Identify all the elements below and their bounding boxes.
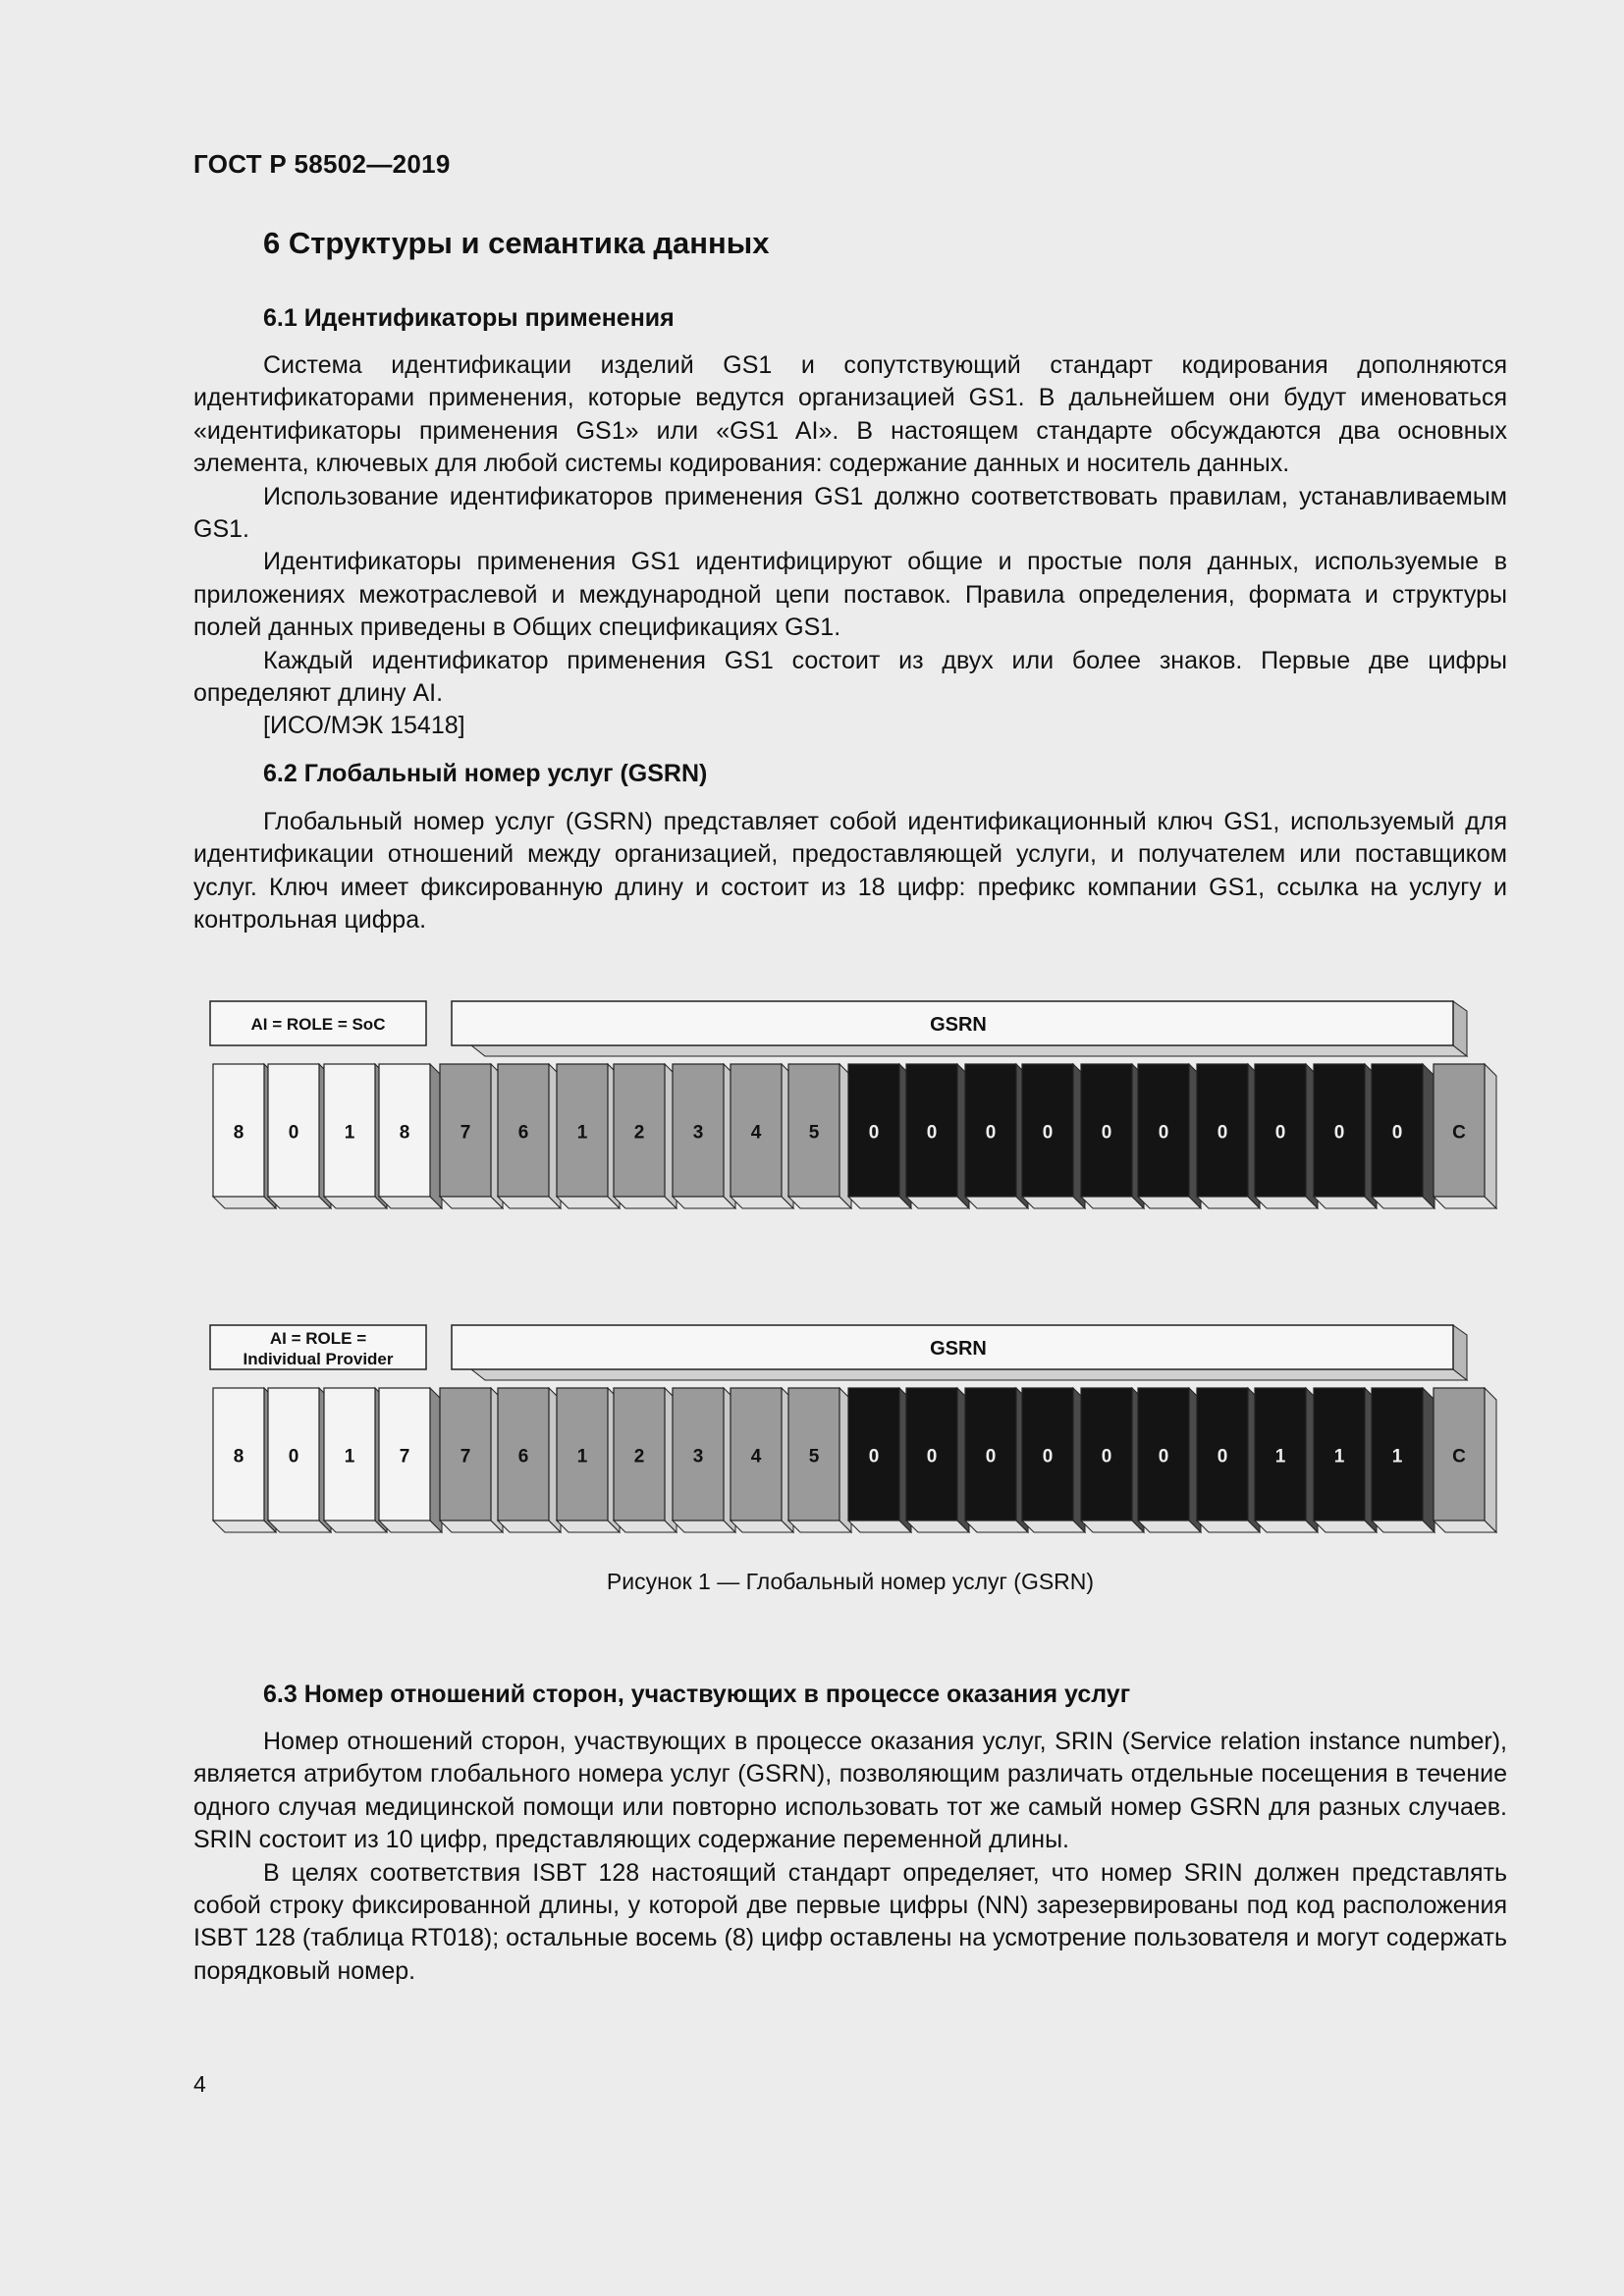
digit-text: 0 — [1333, 1122, 1345, 1144]
digit-cell-prefix — [557, 1388, 620, 1532]
digit-cell-ai — [213, 1064, 276, 1208]
digit-cell-prefix — [673, 1064, 735, 1208]
figure-caption: Рисунок 1 — Глобальный номер услуг (GSRN) — [606, 1569, 1095, 1594]
gsrn-banner-label: GSRN — [930, 1014, 987, 1036]
digit-cell-ai — [324, 1064, 387, 1208]
digit-cell-service — [1372, 1388, 1435, 1532]
digit-text: 4 — [750, 1122, 762, 1144]
digit-cell-service — [1022, 1064, 1085, 1208]
digit-text: 7 — [399, 1446, 410, 1468]
digit-cell-service — [1081, 1388, 1144, 1532]
digit-text: 1 — [1274, 1446, 1286, 1468]
digit-text: 0 — [1042, 1446, 1054, 1468]
gsrn-row — [210, 1325, 1496, 1532]
digit-cell-service — [848, 1064, 911, 1208]
section-6-2-heading: 6.2 Глобальный номер услуг (GSRN) — [263, 760, 708, 787]
section-6-1-heading: 6.1 Идентификаторы применения — [263, 304, 675, 332]
digit-cell-prefix — [673, 1388, 735, 1532]
digit-text: 0 — [926, 1446, 938, 1468]
digit-text: 2 — [633, 1122, 645, 1144]
digit-text: 0 — [1158, 1446, 1169, 1468]
digit-text: 3 — [692, 1122, 704, 1144]
page-number: 4 — [193, 2071, 206, 2097]
digit-side-face — [1485, 1064, 1496, 1208]
digit-text: 5 — [808, 1446, 820, 1468]
digit-text: 7 — [460, 1446, 471, 1468]
digit-side-face — [1485, 1388, 1496, 1532]
digit-cell-ai — [268, 1064, 331, 1208]
digit-cell-ai — [324, 1388, 387, 1532]
digit-cell-check — [1434, 1388, 1496, 1532]
digit-text: 0 — [1217, 1446, 1228, 1468]
digit-text: 0 — [985, 1446, 997, 1468]
gsrn-row — [210, 1001, 1496, 1208]
digit-cell-service — [1022, 1388, 1085, 1532]
digit-cell-check — [1434, 1064, 1496, 1208]
digit-cell-service — [906, 1064, 969, 1208]
digit-text: 8 — [233, 1122, 244, 1144]
digit-text: 8 — [233, 1446, 244, 1468]
paragraph: Использование идентификаторов применения GS1 должно соответствовать правилам, устанавливаемым GS1. — [193, 482, 1507, 544]
digit-text: 1 — [576, 1122, 588, 1144]
digit-cell-service — [1372, 1064, 1435, 1208]
digit-text: 1 — [576, 1446, 588, 1468]
paragraph: Каждый идентификатор применения GS1 состоит из двух или более знаков. Первые две цифры определяют длину AI. — [193, 646, 1507, 708]
section-6-3-heading: 6.3 Номер отношений сторон, участвующих в процессе оказания услуг — [263, 1681, 1131, 1708]
digit-cell-prefix — [614, 1064, 677, 1208]
gsrn-banner-label: GSRN — [930, 1338, 987, 1360]
digit-cell-prefix — [440, 1388, 503, 1532]
digit-text: 6 — [517, 1122, 529, 1144]
digit-text: 8 — [399, 1122, 410, 1144]
digit-cell-prefix — [614, 1388, 677, 1532]
digit-text: 0 — [985, 1122, 997, 1144]
digit-text: 2 — [633, 1446, 645, 1468]
digit-text: 0 — [1042, 1122, 1054, 1144]
digit-text: 5 — [808, 1122, 820, 1144]
digit-cell-ai — [379, 1064, 442, 1208]
digit-text: 0 — [1101, 1446, 1112, 1468]
digit-cell-prefix — [498, 1388, 561, 1532]
reference: [ИСО/МЭК 15418] — [263, 712, 465, 740]
digit-cell-service — [1138, 1388, 1201, 1532]
digit-cell-prefix — [788, 1388, 851, 1532]
digit-cell-prefix — [788, 1064, 851, 1208]
digit-text: C — [1452, 1122, 1466, 1144]
digit-side-face — [1423, 1064, 1435, 1208]
paragraph: В целях соответствия ISBT 128 настоящий стандарт определяет, что номер SRIN должен представлять собой строку фиксированной длины, у которой две первые цифры (NN) зарезервированы под код расположения ISBT 128 (таблица RT018); остальные восемь (8) цифр оставлены на усмотрение пользователя и могут содержать порядковый номер. — [193, 1858, 1507, 1985]
digit-cell-prefix — [731, 1064, 793, 1208]
ai-label-text: Individual Provider — [243, 1350, 394, 1368]
digit-cell-service — [1081, 1064, 1144, 1208]
digit-text: 4 — [750, 1446, 762, 1468]
digit-text: 0 — [868, 1446, 880, 1468]
digit-text: 1 — [344, 1122, 355, 1144]
standard-header: ГОСТ Р 58502—2019 — [193, 149, 451, 179]
gsrn-banner-shadow — [471, 1369, 1467, 1380]
digit-cell-ai — [213, 1388, 276, 1532]
gsrn-banner-shadow — [471, 1045, 1467, 1056]
digit-cell-prefix — [731, 1388, 793, 1532]
paragraph: Идентификаторы применения GS1 идентифицируют общие и простые поля данных, используемые в приложениях межотраслевой и международной цепи поставок. Правила определения, формата и структуры полей данных приведены в Общих спецификациях GS1. — [193, 548, 1507, 642]
digit-cell-prefix — [557, 1064, 620, 1208]
section-6-heading: 6 Структуры и семантика данных — [263, 226, 770, 260]
digit-text: 0 — [926, 1122, 938, 1144]
digit-cell-prefix — [498, 1064, 561, 1208]
digit-cell-service — [1314, 1388, 1377, 1532]
digit-text: 0 — [1274, 1122, 1286, 1144]
digit-text: 0 — [1101, 1122, 1112, 1144]
digit-side-face — [1423, 1388, 1435, 1532]
digit-text: 1 — [1333, 1446, 1345, 1468]
digit-cell-service — [1197, 1388, 1260, 1532]
digit-cell-service — [965, 1064, 1028, 1208]
paragraph: Система идентификации изделий GS1 и сопутствующий стандарт кодирования дополняются идентификаторами применения, которые ведутся организацией GS1. В дальнейшем они будут именоваться «идентификаторы применения GS1» или «GS1 AI». В настоящем стандарте обсуждаются два основных элемента, ключевых для любой системы кодирования: содержание данных и носитель данных. — [193, 351, 1507, 478]
digit-cell-ai — [268, 1388, 331, 1532]
section-6-3-body — [193, 1726, 1507, 1988]
digit-cell-service — [1197, 1064, 1260, 1208]
digit-cell-service — [1314, 1064, 1377, 1208]
digit-text: 7 — [460, 1122, 471, 1144]
ai-label-text: AI = ROLE = SoC — [250, 1015, 386, 1034]
digit-cell-service — [1255, 1064, 1318, 1208]
paragraph: Номер отношений сторон, участвующих в процессе оказания услуг, SRIN (Service relation instance number), является атрибутом глобального номера услуг (GSRN), позволяющим различать отдельные посещения в течение одного случая медицинской помощи или повторно использовать тот же самый номер GSRN для разных случаев. SRIN состоит из 10 цифр, представляющих содержание переменной длины. — [193, 1728, 1507, 1854]
digit-cell-service — [1138, 1064, 1201, 1208]
digit-cell-prefix — [440, 1064, 503, 1208]
paragraph: Глобальный номер услуг (GSRN) представляет собой идентификационный ключ GS1, используемый для идентификации отношений между организацией, предоставляющей услуги, и получателем или поставщиком услуг. Ключ имеет фиксированную длину и состоит из 18 цифр: префикс компании GS1, ссылка на услугу и контрольная цифра. — [193, 808, 1507, 934]
digit-text: 1 — [1391, 1446, 1403, 1468]
ai-label-text: AI = ROLE = — [269, 1329, 367, 1348]
digit-cell-service — [906, 1388, 969, 1532]
digit-text: 0 — [1158, 1122, 1169, 1144]
digit-cell-ai — [379, 1388, 442, 1532]
digit-cell-service — [1255, 1388, 1318, 1532]
digit-text: 0 — [1391, 1122, 1403, 1144]
digit-text: 0 — [288, 1122, 299, 1144]
digit-text: 1 — [344, 1446, 355, 1468]
digit-text: C — [1452, 1446, 1466, 1468]
digit-cell-service — [848, 1388, 911, 1532]
digit-cell-service — [965, 1388, 1028, 1532]
digit-text: 0 — [288, 1446, 299, 1468]
digit-text: 6 — [517, 1446, 529, 1468]
digit-text: 0 — [868, 1122, 880, 1144]
digit-text: 0 — [1217, 1122, 1228, 1144]
digit-text: 3 — [692, 1446, 704, 1468]
